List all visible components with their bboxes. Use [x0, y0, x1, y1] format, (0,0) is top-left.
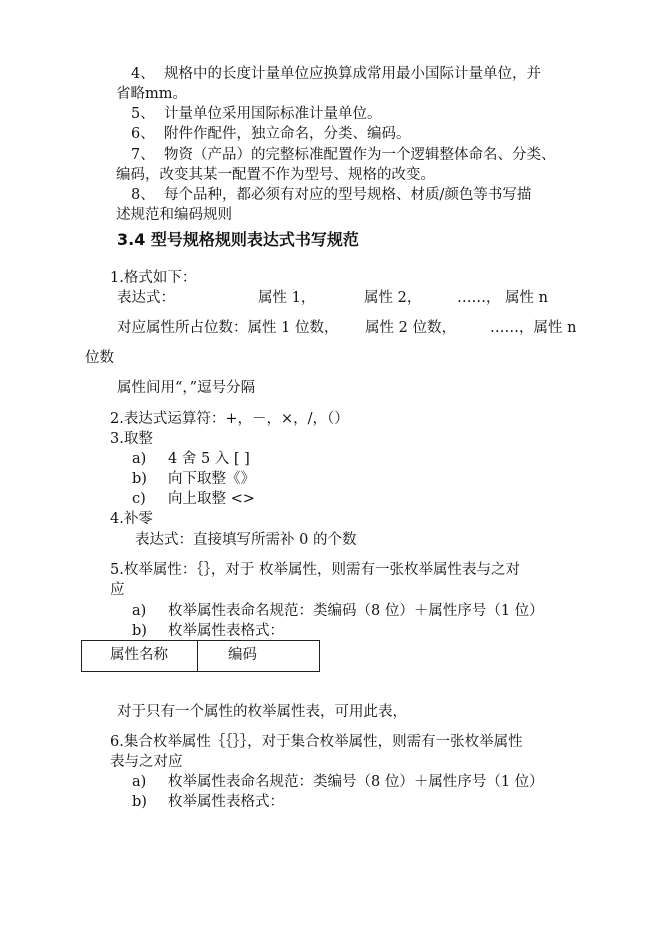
set-enum-b-mark: b): [132, 794, 147, 810]
enum-a-mark: a): [132, 603, 147, 619]
set-enum-b-text: 枚举属性表格式：: [168, 794, 284, 810]
separator-note: 属性间用“，”逗号分隔: [117, 380, 256, 396]
rounding-c-text: 向上取整 <>: [168, 491, 255, 507]
rounding-title: 3.取整: [110, 431, 153, 447]
rounding-c-mark: c): [132, 491, 146, 507]
table-header-code: 编码: [228, 647, 257, 663]
list-item-4-text: 规格中的长度计量单位应换算成常用最小国际计量单位，并: [164, 66, 541, 82]
set-enum-a-text: 枚举属性表命名规范：类编号（8 位）＋属性序号（1 位）: [168, 774, 544, 790]
table-row: [82, 641, 320, 672]
format-title: 1.格式如下：: [110, 270, 197, 286]
enum-note: 对于只有一个属性的枚举属性表，可用此表，: [117, 704, 407, 720]
list-item-5-number: 5、: [131, 106, 155, 122]
set-enum-title-cont: 表与之对应: [110, 754, 183, 770]
enum-b-mark: b): [132, 623, 147, 639]
rounding-b-text: 向下取整《》: [168, 471, 255, 487]
rounding-a-mark: a): [132, 451, 147, 467]
table-header-cell: [82, 641, 198, 672]
digits-dots: ……，属性 n: [490, 320, 577, 336]
list-item-8-text: 每个品种，都必须有对应的型号规格、材质/颜色等书写描: [164, 187, 532, 203]
list-item-4-text-cont: 省略mm。: [116, 86, 187, 102]
expr-attr-1: 属性 1，: [258, 290, 316, 306]
list-item-7-number: 7、: [131, 147, 155, 163]
list-item-7-text-cont: 编码，改变其某一配置不作为型号、规格的改变。: [116, 167, 435, 183]
section-title: 型号规格规则表达式书写规范: [150, 230, 359, 249]
section-heading: [117, 230, 359, 250]
rounding-b-mark: b): [132, 471, 147, 487]
set-enum-a-mark: a): [132, 774, 147, 790]
section-number: 3.4: [117, 230, 146, 249]
enum-title: 5.枚举属性：｛｝，对于 枚举属性，则需有一张枚举属性表与之对: [110, 562, 520, 578]
expr-dots: ……，: [457, 290, 501, 306]
digits-attr-2: 属性 2 位数，: [365, 320, 456, 336]
table-header-name: 属性名称: [110, 647, 168, 663]
enum-b-text: 枚举属性表格式：: [168, 623, 284, 639]
expr-attr-2: 属性 2，: [364, 290, 422, 306]
list-item-8-text-cont: 述规范和编码规则: [116, 207, 232, 223]
table-header-cell: [198, 641, 320, 672]
digits-wrap: 位数: [85, 350, 114, 366]
list-item-6-text: 附件作配件，独立命名，分类、编码。: [164, 126, 411, 142]
padding-title: 4.补零: [110, 511, 153, 527]
expr-label: 表达式：: [117, 290, 175, 306]
list-item-8-number: 8、: [131, 187, 155, 203]
list-item-4-number: 4、: [131, 66, 155, 82]
enum-title-cont: 应: [110, 582, 125, 598]
rounding-a-text: 4 舍 5 入 [ ]: [168, 451, 250, 467]
expr-attr-n: 属性 n: [505, 290, 548, 306]
digits-label: 对应属性所占位数：属性 1 位数，: [117, 320, 339, 336]
operators-line: 2.表达式运算符：+，－，×，/，（）: [110, 411, 349, 427]
list-item-7-text: 物资（产品）的完整标准配置作为一个逻辑整体命名、分类、: [164, 147, 556, 163]
list-item-6-number: 6、: [131, 126, 155, 142]
list-item-5-text: 计量单位采用国际标准计量单位。: [164, 106, 382, 122]
set-enum-title: 6.集合枚举属性｛｛｝｝，对于集合枚举属性，则需有一张枚举属性: [110, 734, 523, 750]
enum-attribute-table: [81, 640, 320, 672]
padding-expr: 表达式：直接填写所需补 0 的个数: [135, 532, 357, 548]
enum-a-text: 枚举属性表命名规范：类编码（8 位）＋属性序号（1 位）: [168, 603, 544, 619]
